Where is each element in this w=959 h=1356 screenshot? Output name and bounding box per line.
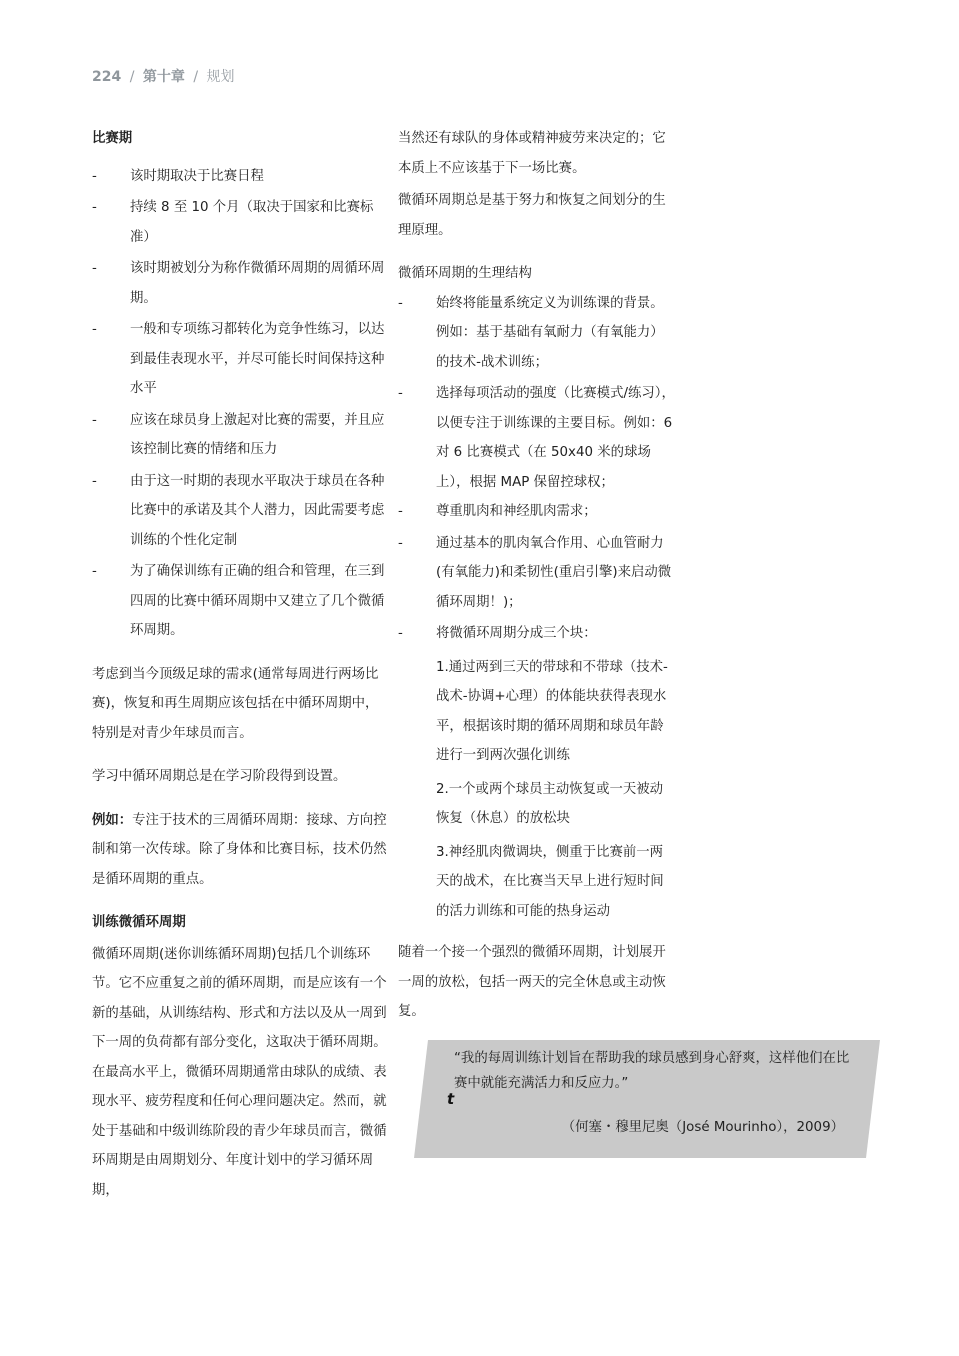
list-item: - 通过基本的肌肉氧合作用、心血管耐力(有氧能力)和柔韧性(重启引擎)来启动微循环周期！)； (398, 529, 676, 618)
quote-text: “我的每周训练计划旨在帮助我的球员感到身心舒爽，这样他们在比赛中就能充满活力和反应力。” (454, 1051, 850, 1091)
heading-physio: 微循环周期的生理结构 (398, 266, 532, 281)
heading-competition: 比赛期 (92, 131, 133, 146)
chapter-label: 第十章 (142, 69, 185, 85)
list-item: - 将微循环周期分成三个块： (398, 619, 676, 649)
blocks-list (398, 653, 676, 927)
list-item: 2.一个或两个球员主动恢复或一天被动恢复（休息）的放松块 (436, 781, 664, 826)
list-item: - 持续 8 至 10 个月（取决于国家和比赛标准） (92, 193, 390, 252)
paragraph: 微循环周期总是基于努力和恢复之间划分的生理原理。 (398, 193, 666, 238)
list-item: - 该时期被划分为称作微循环周期的周循环周期。 (92, 254, 390, 313)
list-item: - 由于这一时期的表现水平取决于球员在各种比赛中的承诺及其个人潜力，因此需要考虑训练的个性化定制 (92, 467, 390, 556)
example-paragraph (92, 806, 390, 895)
example-lead: 例如： (92, 812, 133, 828)
heading-training: 训练微循环周期 (92, 915, 186, 930)
quote-box (414, 1040, 880, 1158)
list-item: - 选择每项活动的强度（比赛模式/练习），以便专注于训练课的主要目标。例如：6 对 6 比赛模式（在 50x40 米的球场上），根据 MAP 保留控球权； (398, 379, 676, 497)
page-header (92, 66, 234, 86)
physio-list (398, 289, 676, 649)
competition-list (92, 162, 390, 646)
list-item: 3.神经肌肉微调块，侧重于比赛前一两天的战术，在比赛当天早上进行短时间的活力训练和可能的热身运动 (436, 844, 664, 919)
section-label: 规划 (206, 69, 235, 85)
left-column (92, 124, 390, 1205)
paragraph: 当然还有球队的身体或精神疲劳来决定的；它本质上不应该基于下一场比赛。 (398, 131, 666, 176)
page-number: 224 (92, 69, 122, 85)
list-item: - 该时期取决于比赛日程 (92, 162, 390, 192)
list-item: - 应该在球员身上激起对比赛的需要，并且应该控制比赛的情绪和压力 (92, 406, 390, 465)
right-column (398, 124, 676, 1027)
quote-mark: t (447, 1090, 455, 1108)
list-item: - 为了确保训练有正确的组合和管理，在三到四周的比赛中循环周期中又建立了几个微循环周期。 (92, 557, 390, 646)
list-item: 1.通过两到三天的带球和不带球（技术-战术-协调+心理）的体能块获得表现水平，根据该时期的循环周期和球员年龄进行一到两次强化训练 (436, 659, 668, 763)
paragraph: 微循环周期(迷你训练循环周期)包括几个训练环节。它不应重复之前的循环周期，而是应该有一个新的基础，从训练结构、形式和方法以及从一周到下一周的负荷都有部分变化，这取决于循环周期。在最高水平上，微循环周期通常由球队的成绩、表现水平、疲劳程度和任何心理问题决定。然而，就处于基础和中级训练阶段的青少年球员而言，微循环周期是由周期划分、年度计划中的学习循环周期， (92, 946, 387, 1198)
paragraph: 考虑到当今顶级足球的需求(通常每周进行两场比赛)，恢复和再生周期应该包括在中循环周期中，特别是对青少年球员而言。 (92, 666, 379, 741)
paragraph: 随着一个接一个强烈的微循环周期，计划展开一周的放松，包括一两天的完全休息或主动恢复。 (398, 945, 666, 1019)
paragraph: 学习中循环周期总是在学习阶段得到设置。 (92, 769, 347, 784)
list-item: - 尊重肌肉和神经肌肉需求； (398, 497, 676, 527)
list-item: - 始终将能量系统定义为训练课的背景。例如：基于基础有氧耐力（有氧能力）的技术-战术训练； (398, 289, 676, 378)
header-separator: / (129, 69, 135, 85)
header-separator: / (193, 69, 199, 85)
quote-source: （何塞・穆里尼奥（José Mourinho），2009） (561, 1120, 844, 1135)
list-item: - 一般和专项练习都转化为竞争性练习，以达到最佳表现水平，并尽可能长时间保持这种水平 (92, 315, 390, 404)
example-text: 专注于技术的三周循环周期：接球、方向控制和第一次传球。除了身体和比赛目标，技术仍然是循环周期的重点。 (92, 812, 387, 887)
